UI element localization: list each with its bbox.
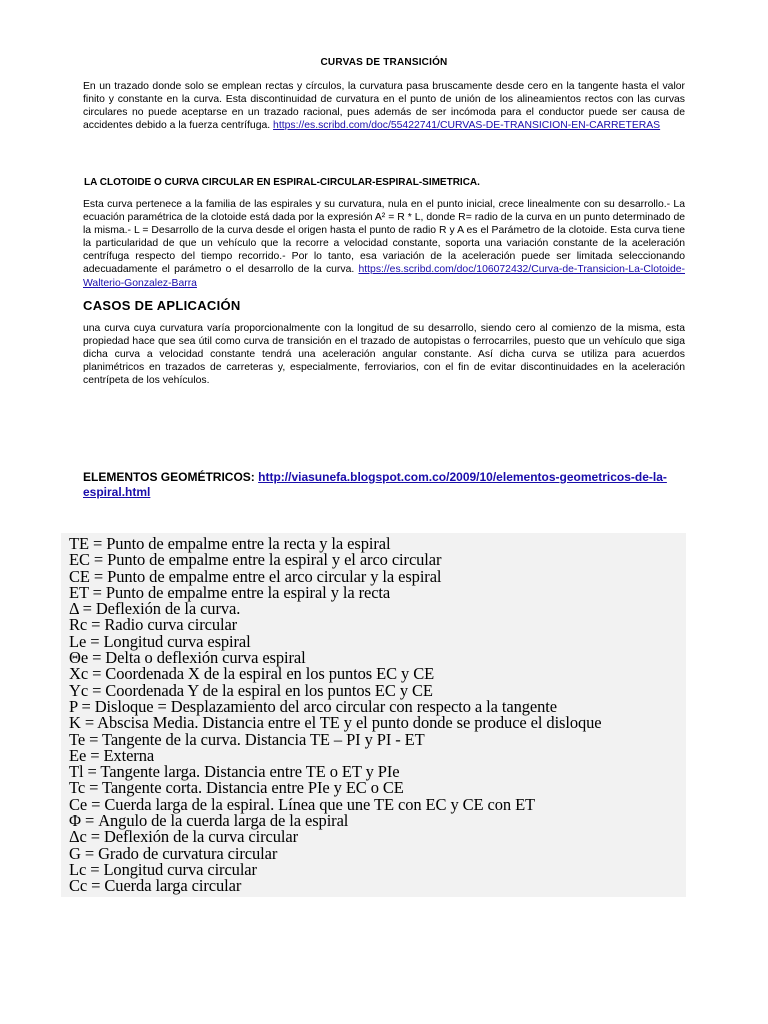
scribd-link-curvas[interactable]: https://es.scribd.com/doc/55422741/CURVAS-DE-TRANSICION-EN-CARRETERAS	[273, 120, 661, 132]
element-definition: K = Abscisa Media. Distancia entre el TE y el punto donde se produce el disloque	[69, 713, 602, 733]
element-definition: Ee = Externa	[69, 745, 155, 765]
blogspot-link[interactable]: http://viasunefa.blogspot.com.co/2009/10/elementos-geometricos-de-la-espiral.html	[83, 470, 667, 499]
element-definition: G = Grado de curvatura circular	[69, 843, 278, 863]
element-definition: Te = Tangente de la curva. Distancia TE – PI y PI - ET	[69, 729, 425, 749]
element-definition: Tl = Tangente larga. Distancia entre TE o ET y PIe	[69, 762, 400, 782]
elements-image	[61, 533, 686, 897]
element-definition: Φ = Angulo de la cuerda larga de la espiral	[69, 811, 349, 831]
intro-text: En un trazado donde solo se emplean rectas y círculos, la curvatura pasa bruscamente desde cero en la tangente hasta el valor finito y constante en la curva. Esta discontinuidad de curvatura en el punto de unión de los alineamientos rectos con las curvas circulares no puede aceptarse en un trazado racional, pues además de ser incómoda para el conductor puede ser causa de accidentes debido a la fuerza centrífuga.	[83, 81, 685, 132]
elements-list	[61, 533, 686, 895]
element-definition: Δ = Deflexión de la curva.	[69, 599, 241, 619]
element-definition: Xc = Coordenada X de la espiral en los puntos EC y CE	[69, 664, 435, 684]
document-title: CURVAS DE TRANSICIÓN	[320, 57, 448, 68]
element-definition: Yc = Coordenada Y de la espiral en los puntos EC y CE	[69, 680, 433, 700]
element-definition: Cc = Cuerda larga circular	[69, 876, 242, 896]
element-definition: Rc = Radio curva circular	[69, 615, 238, 635]
element-definition: Le = Longitud curva espiral	[69, 631, 251, 651]
clotoide-paragraph	[83, 198, 685, 290]
element-definition: Δc = Deflexión de la curva circular	[69, 827, 298, 847]
element-definition: ET = Punto de empalme entre la espiral y la recta	[69, 582, 391, 602]
element-definition: P = Disloque = Desplazamiento del arco circular con respecto a la tangente	[69, 696, 557, 716]
element-definition: EC = Punto de empalme entre la espiral y el arco circular	[69, 550, 442, 570]
element-definition: Tc = Tangente corta. Distancia entre PIe y EC o CE	[69, 778, 404, 798]
intro-paragraph	[83, 80, 685, 132]
element-definition: Lc = Longitud curva circular	[69, 859, 257, 879]
element-definition: CE = Punto de empalme entre el arco circular y la espiral	[69, 566, 442, 586]
scribd-link-clotoide[interactable]: https://es.scribd.com/doc/106072432/Curva-de-Transicion-La-Clotoide-Walterio-Gonzalez-Barra	[83, 264, 685, 289]
element-definition: Ce = Cuerda larga de la espiral. Línea que une TE con EC y CE con ET	[69, 794, 536, 814]
elementos-line	[83, 470, 683, 500]
casos-paragraph: una curva cuya curvatura varía proporcionalmente con la longitud de su desarrollo, siendo cero al comienzo de la misma, esta propiedad hace que sea útil como curva de transición en el trazado de autopistas o ferrocarriles, puesto que un vehículo que siga dicha curva a velocidad constante tendrá una aceleración angular constante. Así dicha curva se utiliza para acuerdos planimétricos en trazados de carreteras y, especialmente, ferroviarios, con el fin de evitar discontinuidades en la aceleración centrípeta de los vehículos.	[83, 323, 685, 387]
element-definition: Θe = Delta o deflexión curva espiral	[69, 648, 306, 668]
clotoide-heading: LA CLOTOIDE O CURVA CIRCULAR EN ESPIRAL-CIRCULAR-ESPIRAL-SIMETRICA.	[84, 177, 480, 188]
casos-heading: CASOS DE APLICACIÓN	[83, 298, 241, 313]
element-definition: TE = Punto de empalme entre la recta y la espiral	[69, 534, 391, 553]
elementos-label: ELEMENTOS GEOMÉTRICOS:	[83, 470, 259, 484]
clotoide-text: Esta curva pertenece a la familia de las espirales y su curvatura, nula en el punto inicial, crece linealmente con su desarrollo.- La ecuación paramétrica de la clotoide está dada por la expresión A² = R * L, donde R= radio de la curva en un punto determinado de la misma.- L = Desarrollo de la curva desde el origen hasta el punto de radio R y A es el Parámetro de la clotoide. Esta curva tiene la particularidad de que un vehículo que la recorre a velocidad constante, soporta una variación constante de la aceleración centrífuga respecto del tiempo recorrido.- Por lo tanto, esa variación de la aceleración puede ser limitada seleccionando adecuadamente el parámetro o el desarrollo de la curva.	[83, 199, 685, 276]
